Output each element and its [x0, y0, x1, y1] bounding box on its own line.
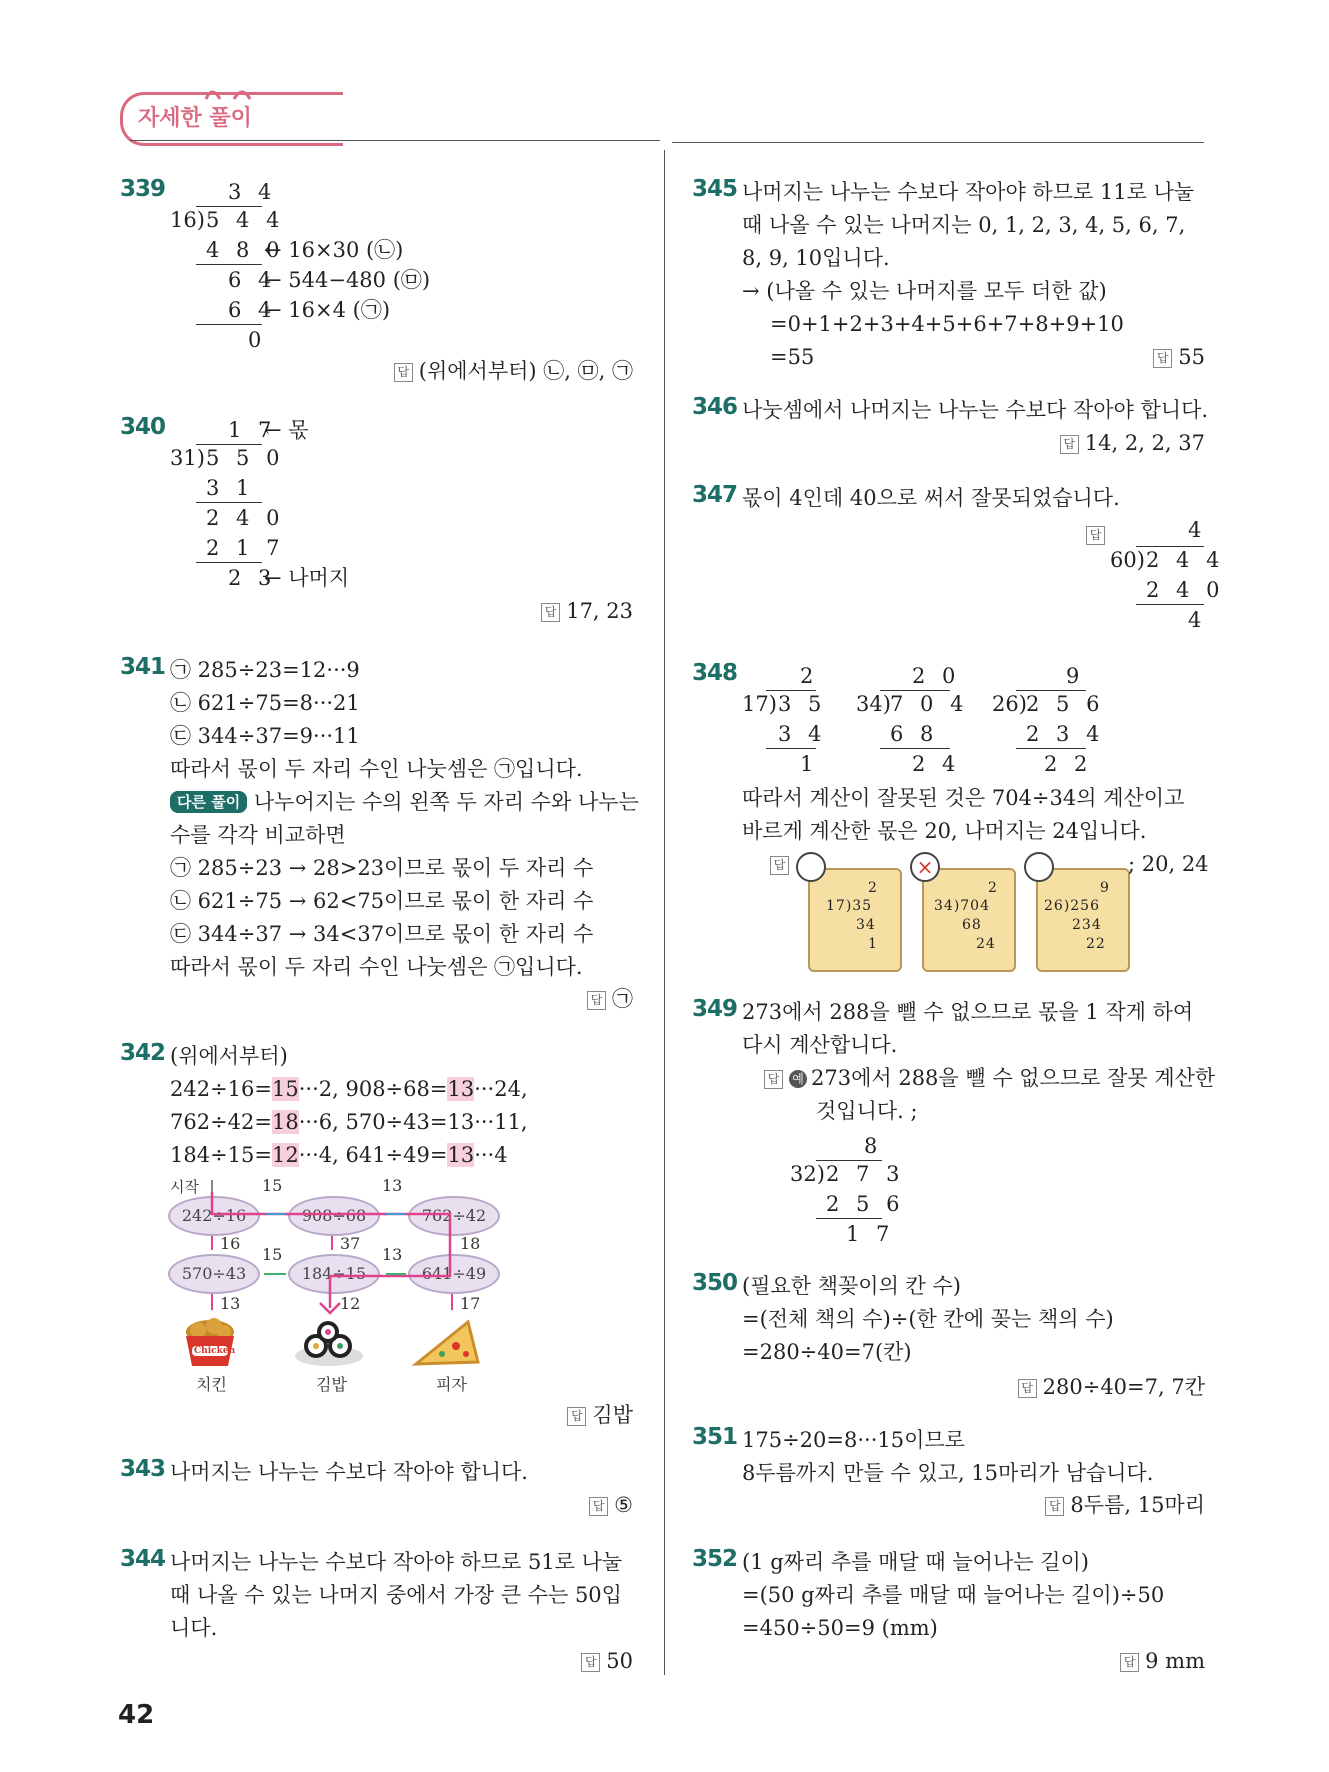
p342-line3: 184÷15=12···4, 641÷49=13···4	[170, 1143, 508, 1167]
problem-340-number: 340	[120, 414, 166, 440]
p340-row2: 2 4 0	[206, 506, 285, 530]
page-number: 42	[118, 1700, 155, 1730]
p348-div2-d: 34)	[856, 692, 891, 716]
card-r1: 234	[1072, 917, 1102, 933]
problem-350-number: 350	[692, 1270, 738, 1296]
p341-line: 따라서 몫이 두 자리 수인 나눗셈은 ㉠입니다.	[170, 757, 583, 781]
p344-line: 때 나올 수 있는 나머지 중에서 가장 큰 수는 50입	[170, 1583, 622, 1607]
p339-row4: 0	[248, 328, 267, 352]
maze-node: 908÷68	[288, 1196, 380, 1236]
p341-alt-line: ㉠ 285÷23 → 28>23이므로 몫이 두 자리 수	[170, 856, 594, 880]
p348-div2-q: 2 0	[912, 664, 961, 688]
p351-line: 175÷20=8···15이므로	[742, 1428, 965, 1452]
p348-div3-q: 9	[1066, 664, 1085, 688]
card-top: 26)256	[1044, 898, 1100, 914]
card-q: 9	[1100, 880, 1110, 896]
maze-edge-label: 13	[382, 1176, 403, 1195]
problem-347-number: 347	[692, 482, 738, 508]
p350-line: =280÷40=7(칸)	[742, 1340, 912, 1364]
p340-dividend: 5 5 0	[206, 446, 285, 470]
p348-div2-n: 7 0 4	[890, 692, 969, 716]
p339-dividend: 5 4 4	[206, 208, 285, 232]
p340-quotient: 1 7	[228, 418, 277, 442]
p346-answer: 답 14, 2, 2, 37	[1060, 428, 1205, 458]
p341-line: ㉠ 285÷23=12···9	[170, 658, 360, 682]
p340-quotient-note: ← 몫	[264, 418, 309, 442]
problem-348-number: 348	[692, 660, 738, 686]
p347-dividend: 2 4 4	[1146, 548, 1225, 572]
correct-circle-icon	[796, 852, 826, 882]
problem-343-number: 343	[120, 1456, 166, 1482]
p341-line: ㉢ 344÷37=9···11	[170, 724, 360, 748]
p339-row3-note: ← 16×4 (㉠)	[264, 298, 391, 322]
p340-row1: 3 1	[206, 476, 255, 500]
maze-node: 641÷49	[408, 1254, 500, 1294]
card-r1: 68	[962, 917, 982, 933]
problem-351-number: 351	[692, 1424, 738, 1450]
food-label: 김밥	[316, 1375, 347, 1394]
maze-edge-label: 16	[220, 1234, 241, 1253]
p341-alt-line1: 다른 풀이 나누어지는 수의 왼쪽 두 자리 수와 나누는	[170, 786, 639, 819]
p340-divisor: 31)	[170, 446, 205, 470]
header-rule-left	[130, 140, 660, 141]
header-rule-right	[672, 142, 1204, 143]
maze-edge-label: 17	[460, 1294, 481, 1313]
p350-line: (필요한 책꽂이의 칸 수)	[742, 1274, 961, 1298]
p341-alt-line: ㉡ 621÷75 → 62<75이므로 몫이 한 자리 수	[170, 889, 594, 913]
p348-div1-r1: 3 4	[778, 722, 827, 746]
p348-div3-n: 2 5 6	[1026, 692, 1105, 716]
p352-line: (1 g짜리 추를 매달 때 늘어나는 길이)	[742, 1550, 1089, 1574]
pizza-image	[412, 1318, 482, 1368]
problem-341-number: 341	[120, 654, 166, 680]
p348-div1-r2: 1	[800, 752, 819, 776]
p345-line: 나머지는 나누는 수보다 작아야 하므로 11로 나눌	[742, 180, 1195, 204]
p352-answer: 답 9 mm	[1120, 1646, 1205, 1676]
p347-answer-label: 답	[1086, 522, 1111, 546]
problem-339-number: 339	[120, 176, 166, 202]
problem-352-number: 352	[692, 1546, 738, 1572]
maze-edge-label: 15	[262, 1176, 283, 1195]
gimbap-image	[294, 1318, 364, 1368]
p348-div3-r2: 2 2	[1044, 752, 1093, 776]
p339-row1: 4 8 0	[206, 238, 285, 262]
maze-node: 242÷16	[168, 1196, 260, 1236]
p348-div3-r1: 2 3 4	[1026, 722, 1105, 746]
p342-line1: 242÷16=15···2, 908÷68=13···24,	[170, 1077, 528, 1101]
header-ears	[198, 82, 258, 100]
start-arrow-icon	[212, 1180, 236, 1214]
column-divider	[664, 150, 665, 1675]
card-top: 34)704	[934, 898, 990, 914]
correct-circle-icon	[1024, 852, 1054, 882]
p341-alt-line: ㉢ 344÷37 → 34<37이므로 몫이 한 자리 수	[170, 922, 594, 946]
chicken-image	[180, 1318, 240, 1368]
problem-345-number: 345	[692, 176, 738, 202]
p348-line2: 바르게 계산한 몫은 20, 나머지는 24입니다.	[742, 819, 1147, 843]
p352-line: =450÷50=9 (mm)	[742, 1616, 938, 1640]
p351-line: 8두름까지 만들 수 있고, 15마리가 남습니다.	[742, 1461, 1154, 1485]
p339-row2: 6 4	[228, 268, 277, 292]
p339-answer: 답 (위에서부터) ㉡, ㉤, ㉠	[394, 356, 633, 386]
p345-answer: 답 55	[1153, 342, 1205, 372]
gimbap-icon	[294, 1318, 364, 1368]
p342-line2: 762÷42=18···6, 570÷43=13···11,	[170, 1110, 528, 1134]
maze-edge-label: 18	[460, 1234, 481, 1253]
maze-edge-label: 37	[340, 1234, 361, 1253]
p345-line: → (나올 수 있는 나머지를 모두 더한 값)	[742, 279, 1107, 303]
p349-quotient: 8	[864, 1134, 883, 1158]
p351-answer: 답 8두름, 15마리	[1045, 1490, 1205, 1520]
problem-346-number: 346	[692, 394, 738, 420]
p341-answer: 답 ㉠	[587, 984, 633, 1014]
chicken-icon	[180, 1318, 240, 1368]
maze-node: 184÷15	[288, 1254, 380, 1294]
food-label: 치킨	[196, 1375, 227, 1394]
p339-row2-note: ← 544−480 (㉤)	[264, 268, 431, 292]
p340-answer: 답 17, 23	[541, 596, 633, 626]
card-q: 2	[868, 880, 878, 896]
p340-row4-note: ← 나머지	[264, 566, 350, 590]
p346-text: 나눗셈에서 나머지는 나누는 수보다 작아야 합니다.	[742, 398, 1209, 422]
p349-line: 273에서 288을 뺄 수 없으므로 몫을 1 작게 하여	[742, 1000, 1194, 1024]
pizza-icon	[412, 1318, 482, 1368]
p350-answer: 답 280÷40=7, 7칸	[1018, 1372, 1205, 1402]
maze-node: 762÷42	[408, 1196, 500, 1236]
problem-342-number: 342	[120, 1040, 166, 1066]
p339-row1-note: ← 16×30 (㉡)	[264, 238, 404, 262]
p352-line: =(50 g짜리 추를 매달 때 늘어나는 길이)÷50	[742, 1583, 1165, 1607]
maze-node: 570÷43	[168, 1254, 260, 1294]
card-q: 2	[988, 880, 998, 896]
p345-line: 때 나올 수 있는 나머지는 0, 1, 2, 3, 4, 5, 6, 7,	[742, 213, 1186, 237]
p344-answer: 답 50	[581, 1646, 633, 1676]
p349-line: 다시 계산합니다.	[742, 1033, 898, 1057]
p345-line: =0+1+2+3+4+5+6+7+8+9+10	[770, 312, 1124, 336]
maze-edge-label: 13	[220, 1294, 241, 1313]
p347-row2: 4	[1188, 608, 1207, 632]
p345-line: =55	[770, 345, 815, 369]
card-top: 17)35	[826, 898, 873, 914]
p339-quotient: 3 4	[228, 180, 277, 204]
maze-edge-label: 15	[262, 1245, 283, 1264]
p345-line: 8, 9, 10입니다.	[742, 246, 890, 270]
p349-ans-line1: 답 예 273에서 288을 뺄 수 없으므로 잘못 계산한	[764, 1062, 1215, 1095]
p339-divisor: 16)	[170, 208, 205, 232]
chicken-text: Chicken	[194, 1346, 236, 1356]
header-title: 자세한 풀이	[138, 106, 252, 131]
ears-icon	[198, 83, 258, 101]
p347-quotient: 4	[1188, 518, 1207, 542]
card-r2: 1	[868, 936, 878, 952]
card-r2: 24	[976, 936, 996, 952]
food-label: 피자	[436, 1375, 467, 1394]
p342-answer: 답 김밥	[567, 1400, 633, 1430]
p348-div2-r2: 2 4	[912, 752, 961, 776]
p341-alt-line: 따라서 몫이 두 자리 수인 나눗셈은 ㉠입니다.	[170, 955, 583, 979]
p343-text: 나머지는 나누는 수보다 작아야 합니다.	[170, 1460, 528, 1484]
p342-intro: (위에서부터)	[170, 1044, 288, 1068]
maze-start-label: 시작	[170, 1178, 199, 1196]
maze-edge-label: 12	[340, 1294, 361, 1313]
alt-solution-badge: 다른 풀이	[170, 791, 247, 813]
p347-text: 몫이 4인데 40으로 써서 잘못되었습니다.	[742, 486, 1120, 510]
p349-row1: 2 5 6	[826, 1192, 905, 1216]
p348-div1-q: 2	[800, 664, 819, 688]
p340-row3: 2 1 7	[206, 536, 285, 560]
card-r2: 22	[1086, 936, 1106, 952]
p347-row1: 2 4 0	[1146, 578, 1225, 602]
problem-349-number: 349	[692, 996, 738, 1022]
maze-edge-label: 13	[382, 1245, 403, 1264]
example-badge: 예	[789, 1070, 807, 1088]
answer-card	[808, 868, 902, 972]
p341-line: ㉡ 621÷75=8···21	[170, 691, 360, 715]
p349-ans-line2: 것입니다. ;	[816, 1099, 918, 1123]
p348-answer-tail: ; 20, 24	[1128, 852, 1209, 876]
p343-answer: 답 ⑤	[589, 1490, 633, 1520]
card-r1: 34	[856, 917, 876, 933]
problem-344-number: 344	[120, 1546, 166, 1572]
p347-divisor: 60)	[1110, 548, 1145, 572]
p348-div1-d: 17)	[742, 692, 777, 716]
p344-line: 나머지는 나누는 수보다 작아야 하므로 51로 나눌	[170, 1550, 623, 1574]
p348-line1: 따라서 계산이 잘못된 것은 704÷34의 계산이고	[742, 786, 1185, 810]
p348-div1-n: 3 5	[778, 692, 827, 716]
p339-row3: 6 4	[228, 298, 277, 322]
p349-dividend: 2 7 3	[826, 1162, 905, 1186]
p349-divisor: 32)	[790, 1162, 825, 1186]
p344-line: 니다.	[170, 1616, 218, 1640]
p341-alt-line2: 수를 각각 비교하면	[170, 823, 346, 847]
p348-div2-r1: 6 8	[890, 722, 939, 746]
p350-line: =(전체 책의 수)÷(한 칸에 꽂는 책의 수)	[742, 1307, 1114, 1331]
p349-row2: 1 7	[846, 1222, 895, 1246]
p348-div3-d: 26)	[992, 692, 1027, 716]
p340-row4: 2 3	[228, 566, 277, 590]
wrong-mark-icon: ×	[910, 852, 940, 882]
p348-answer-label: 답	[770, 852, 795, 876]
